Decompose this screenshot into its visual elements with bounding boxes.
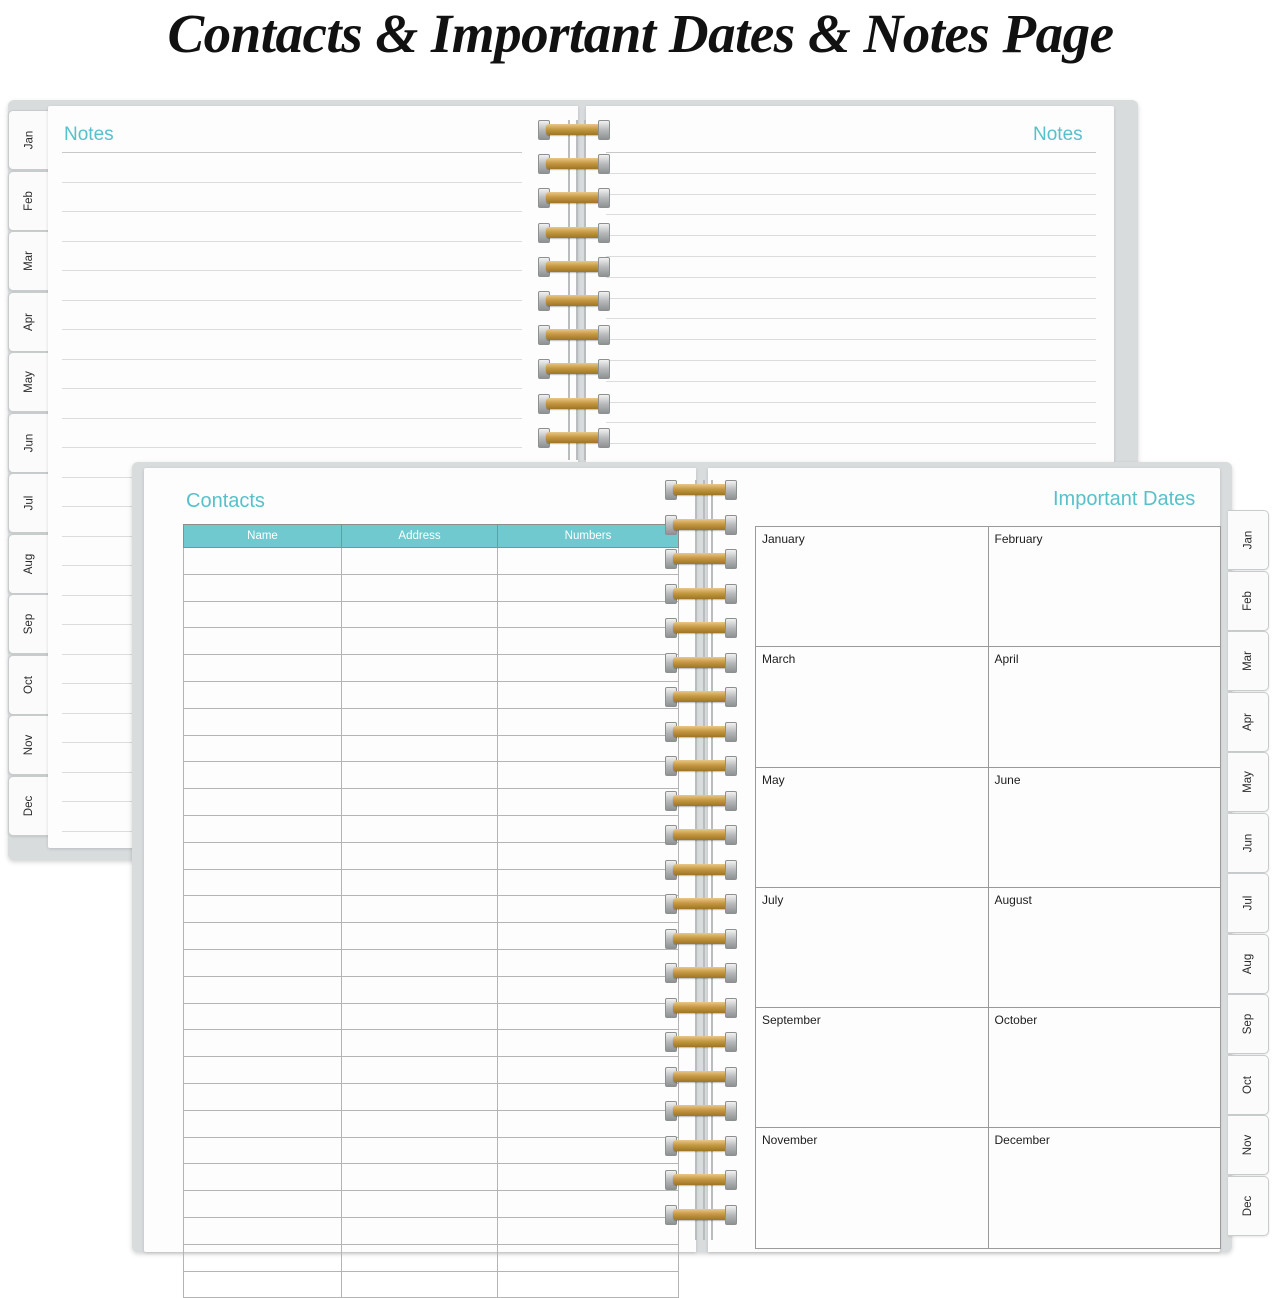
table-cell[interactable]	[498, 789, 679, 816]
spiral-coil	[665, 1101, 737, 1121]
table-cell[interactable]	[498, 601, 679, 628]
table-row[interactable]	[184, 735, 679, 762]
table-cell[interactable]	[184, 548, 342, 575]
table-cell[interactable]	[498, 1164, 679, 1191]
table-cell[interactable]	[342, 949, 498, 976]
table-row[interactable]	[184, 1083, 679, 1110]
spiral-coil	[538, 394, 610, 414]
spiral-coil	[665, 722, 737, 742]
table-row[interactable]	[184, 976, 679, 1003]
table-cell[interactable]	[184, 1137, 342, 1164]
table-cell[interactable]	[184, 1083, 342, 1110]
table-cell[interactable]	[342, 1164, 498, 1191]
month-tab-jun[interactable]	[1228, 813, 1269, 873]
rule-line	[606, 277, 1096, 278]
table-cell[interactable]	[184, 601, 342, 628]
important-dates-month-label: August	[994, 892, 1032, 907]
important-dates-month-label: January	[762, 532, 805, 546]
table-row[interactable]	[184, 789, 679, 816]
table-cell[interactable]	[498, 869, 679, 896]
table-cell[interactable]	[498, 842, 679, 869]
month-tab-label: Sep	[1242, 1013, 1254, 1035]
table-cell[interactable]	[342, 1003, 498, 1030]
important-dates-month-label: November	[762, 1133, 818, 1148]
month-tab-sep[interactable]	[8, 594, 49, 654]
rule-line	[606, 381, 1096, 382]
spiral-coil	[665, 998, 737, 1018]
table-row[interactable]	[184, 1030, 679, 1057]
rule-line	[62, 211, 522, 212]
table-cell[interactable]	[498, 681, 679, 708]
month-tab-apr[interactable]	[8, 292, 49, 352]
spiral-coil	[665, 791, 737, 811]
table-cell[interactable]	[184, 681, 342, 708]
table-row[interactable]	[184, 896, 679, 923]
month-tab-sep[interactable]	[1228, 994, 1269, 1054]
month-tab-jan[interactable]	[8, 110, 49, 170]
table-cell[interactable]	[498, 1191, 679, 1218]
table-cell[interactable]	[342, 923, 498, 950]
month-tab-apr[interactable]	[1228, 692, 1269, 752]
month-tab-label: Apr	[23, 312, 35, 331]
table-row[interactable]	[184, 601, 679, 628]
important-dates-month-label: June	[994, 772, 1021, 787]
table-row[interactable]	[184, 655, 679, 682]
important-dates-cell-june[interactable]	[989, 768, 1222, 888]
contacts-table	[183, 524, 679, 1298]
month-tab-may[interactable]	[1228, 752, 1269, 812]
spiral-coil	[665, 515, 737, 535]
spiral-coil	[665, 618, 737, 638]
month-tab-feb[interactable]	[1228, 571, 1269, 631]
table-cell[interactable]	[184, 655, 342, 682]
table-cell[interactable]	[184, 815, 342, 842]
table-cell[interactable]	[342, 628, 498, 655]
table-cell[interactable]	[184, 574, 342, 601]
spiral-coil	[665, 1136, 737, 1156]
important-dates-cell-november[interactable]	[756, 1128, 989, 1248]
spiral-coil	[665, 860, 737, 880]
spiral-coil	[665, 687, 737, 707]
table-cell[interactable]	[498, 1083, 679, 1110]
month-tab-label: Dec	[22, 795, 35, 816]
month-tab-jul[interactable]	[1228, 873, 1269, 933]
month-tab-label: Nov	[1241, 1134, 1254, 1156]
table-row[interactable]	[184, 815, 679, 842]
important-dates-month-label: October	[994, 1013, 1038, 1028]
spiral-coil	[665, 549, 737, 569]
month-tab-label: Feb	[22, 190, 35, 211]
spiral-coil	[538, 154, 610, 174]
table-cell[interactable]	[342, 1110, 498, 1137]
spiral-coil	[665, 894, 737, 914]
table-cell[interactable]	[498, 1030, 679, 1057]
table-cell[interactable]	[498, 628, 679, 655]
table-cell[interactable]	[184, 1110, 342, 1137]
table-row[interactable]	[184, 1191, 679, 1218]
table-cell[interactable]	[342, 1030, 498, 1057]
notes-right-heading: Notes	[1033, 124, 1083, 145]
rule-line	[62, 447, 522, 448]
column-header-address: Address	[342, 525, 498, 548]
table-cell[interactable]	[184, 842, 342, 869]
contacts-table-header-row	[184, 525, 679, 548]
table-cell[interactable]	[184, 735, 342, 762]
table-cell[interactable]	[498, 762, 679, 789]
column-header-name: Name	[184, 525, 342, 548]
important-dates-month-label: December	[994, 1133, 1050, 1148]
rule-line	[606, 194, 1096, 195]
important-dates-cell-march[interactable]	[756, 647, 989, 767]
table-row[interactable]	[184, 762, 679, 789]
table-row[interactable]	[184, 628, 679, 655]
rule-line	[62, 359, 522, 360]
important-dates-cell-january[interactable]	[756, 527, 989, 647]
table-cell[interactable]	[342, 601, 498, 628]
rule-line	[62, 329, 522, 330]
important-dates-cell-april[interactable]	[989, 647, 1222, 767]
month-tab-label: Jun	[22, 433, 35, 452]
month-tab-label: Mar	[1242, 651, 1254, 671]
month-tab-aug[interactable]	[8, 534, 49, 594]
table-cell[interactable]	[498, 1217, 679, 1244]
table-cell[interactable]	[498, 1271, 679, 1298]
table-cell[interactable]	[342, 655, 498, 682]
spiral-coil	[665, 480, 737, 500]
table-cell[interactable]	[184, 1271, 342, 1298]
table-cell[interactable]	[342, 1137, 498, 1164]
spiral-coil	[538, 257, 610, 277]
month-tab-oct[interactable]	[8, 655, 49, 715]
table-row[interactable]	[184, 1217, 679, 1244]
table-row[interactable]	[184, 1137, 679, 1164]
spiral-coil	[538, 223, 610, 243]
contacts-spiral-binding	[665, 480, 741, 1240]
table-row[interactable]	[184, 1057, 679, 1084]
rule-line	[606, 443, 1096, 444]
month-tab-label: Oct	[1241, 1075, 1254, 1094]
month-tab-label: Jun	[1241, 833, 1254, 852]
month-tab-jul[interactable]	[8, 473, 49, 533]
table-cell[interactable]	[342, 708, 498, 735]
spiral-coil	[538, 428, 610, 448]
notes-left-heading: Notes	[64, 124, 114, 145]
page-title: Contacts & Important Dates & Notes Page	[167, 3, 1114, 64]
spiral-coil	[665, 1032, 737, 1052]
table-cell[interactable]	[184, 1191, 342, 1218]
important-dates-month-label: March	[762, 652, 796, 667]
month-tab-label: Nov	[22, 734, 35, 756]
month-tab-label: Aug	[23, 553, 35, 574]
table-cell[interactable]	[342, 735, 498, 762]
table-cell[interactable]	[342, 1083, 498, 1110]
month-tab-nov[interactable]	[1228, 1115, 1269, 1175]
table-cell[interactable]	[498, 1057, 679, 1084]
table-cell[interactable]	[184, 896, 342, 923]
table-cell[interactable]	[342, 815, 498, 842]
spiral-coil	[538, 120, 610, 140]
important-dates-month-label: May	[762, 772, 785, 787]
important-dates-month-label: February	[994, 532, 1043, 546]
month-tab-jan[interactable]	[1228, 510, 1269, 570]
rule-line	[62, 418, 522, 419]
table-cell[interactable]	[184, 1057, 342, 1084]
rule-line	[606, 214, 1096, 215]
table-cell[interactable]	[184, 869, 342, 896]
table-cell[interactable]	[184, 1164, 342, 1191]
table-row[interactable]	[184, 1110, 679, 1137]
table-row[interactable]	[184, 681, 679, 708]
spiral-coil	[665, 1170, 737, 1190]
month-tab-label: Oct	[22, 675, 35, 694]
table-row[interactable]	[184, 708, 679, 735]
month-tab-label: Sep	[23, 613, 35, 635]
month-tab-label: Jul	[1241, 895, 1254, 911]
rule-line	[606, 318, 1096, 319]
rule-line	[606, 402, 1096, 403]
important-dates-heading: Important Dates	[1053, 488, 1196, 510]
spiral-coil	[665, 825, 737, 845]
table-row[interactable]	[184, 1164, 679, 1191]
table-cell[interactable]	[498, 923, 679, 950]
table-cell[interactable]	[498, 976, 679, 1003]
table-cell[interactable]	[342, 548, 498, 575]
table-cell[interactable]	[184, 976, 342, 1003]
table-cell[interactable]	[342, 681, 498, 708]
table-cell[interactable]	[342, 789, 498, 816]
spiral-coil	[665, 756, 737, 776]
table-cell[interactable]	[342, 574, 498, 601]
table-cell[interactable]	[184, 628, 342, 655]
spiral-coil	[665, 584, 737, 604]
important-dates-cell-august[interactable]	[989, 888, 1222, 1008]
table-cell[interactable]	[184, 1030, 342, 1057]
rule-line	[62, 300, 522, 301]
table-cell[interactable]	[342, 1271, 498, 1298]
table-row[interactable]	[184, 1003, 679, 1030]
rule-line	[606, 422, 1096, 423]
month-tab-dec[interactable]	[1228, 1176, 1269, 1236]
table-row[interactable]	[184, 842, 679, 869]
table-cell[interactable]	[498, 735, 679, 762]
month-tab-mar[interactable]	[1228, 631, 1269, 691]
rule-line	[606, 360, 1096, 361]
spiral-coil	[538, 359, 610, 379]
table-cell[interactable]	[498, 1137, 679, 1164]
table-cell[interactable]	[184, 1217, 342, 1244]
rule-line	[606, 173, 1096, 174]
table-cell[interactable]	[184, 708, 342, 735]
table-row[interactable]	[184, 869, 679, 896]
month-tab-label: Aug	[1242, 953, 1254, 974]
important-dates-cell-september[interactable]	[756, 1008, 989, 1128]
spiral-coil	[665, 963, 737, 983]
month-tab-label: Apr	[1242, 712, 1254, 731]
spiral-coil	[538, 325, 610, 345]
table-cell[interactable]	[184, 949, 342, 976]
table-cell[interactable]	[498, 708, 679, 735]
table-cell[interactable]	[342, 896, 498, 923]
table-cell[interactable]	[498, 1003, 679, 1030]
rule-line	[606, 152, 1096, 153]
month-tab-label: May	[1241, 771, 1254, 793]
month-tab-label: Feb	[1241, 590, 1254, 611]
rule-line	[62, 270, 522, 271]
rule-line	[606, 256, 1096, 257]
important-dates-grid	[755, 526, 1221, 1249]
table-cell[interactable]	[184, 762, 342, 789]
rule-line	[62, 241, 522, 242]
important-dates-cell-july[interactable]	[756, 888, 989, 1008]
month-tab-label: Jul	[22, 495, 35, 511]
column-header-numbers: Numbers	[498, 525, 679, 548]
table-cell[interactable]	[342, 869, 498, 896]
month-tab-label: Dec	[1241, 1195, 1254, 1216]
table-cell[interactable]	[342, 762, 498, 789]
table-cell[interactable]	[184, 923, 342, 950]
month-tab-feb[interactable]	[8, 171, 49, 231]
table-cell[interactable]	[342, 1057, 498, 1084]
rule-line	[606, 339, 1096, 340]
important-dates-cell-december[interactable]	[989, 1128, 1222, 1248]
month-tab-may[interactable]	[8, 352, 49, 412]
important-dates-cell-may[interactable]	[756, 768, 989, 888]
spiral-coil	[665, 1067, 737, 1087]
spiral-coil	[538, 188, 610, 208]
month-tab-oct[interactable]	[1228, 1055, 1269, 1115]
month-tab-strip-left	[8, 110, 50, 850]
month-tab-jun[interactable]	[8, 413, 49, 473]
table-cell[interactable]	[184, 789, 342, 816]
month-tab-dec[interactable]	[8, 776, 49, 836]
table-cell[interactable]	[498, 896, 679, 923]
important-dates-cell-october[interactable]	[989, 1008, 1222, 1128]
table-cell[interactable]	[342, 1217, 498, 1244]
rule-line	[62, 152, 522, 153]
important-dates-month-label: July	[762, 892, 784, 907]
table-row[interactable]	[184, 548, 679, 575]
table-cell[interactable]	[498, 655, 679, 682]
spiral-coil	[665, 1205, 737, 1225]
table-row[interactable]	[184, 923, 679, 950]
month-tab-label: Jan	[1241, 530, 1254, 550]
table-row[interactable]	[184, 949, 679, 976]
rule-line	[606, 235, 1096, 236]
table-cell[interactable]	[498, 574, 679, 601]
month-tab-label: Mar	[23, 251, 35, 271]
notes-spiral-binding	[538, 120, 614, 460]
rule-line	[606, 298, 1096, 299]
month-tab-mar[interactable]	[8, 231, 49, 291]
table-cell[interactable]	[498, 815, 679, 842]
important-dates-cell-february[interactable]	[989, 527, 1222, 647]
table-cell[interactable]	[498, 1110, 679, 1137]
important-dates-month-label: September	[762, 1013, 821, 1028]
rule-line	[62, 182, 522, 183]
spiral-coil	[665, 929, 737, 949]
contacts-heading: Contacts	[186, 490, 265, 512]
month-tab-strip-right	[1228, 510, 1268, 1245]
month-tab-nov[interactable]	[8, 715, 49, 775]
month-tab-aug[interactable]	[1228, 934, 1269, 994]
rule-line	[62, 388, 522, 389]
table-row[interactable]	[184, 574, 679, 601]
month-tab-label: Jan	[22, 130, 35, 150]
table-row[interactable]	[184, 1271, 679, 1298]
table-cell[interactable]	[342, 976, 498, 1003]
table-cell[interactable]	[342, 1191, 498, 1218]
important-dates-month-label: April	[994, 652, 1019, 667]
table-cell[interactable]	[498, 548, 679, 575]
table-cell[interactable]	[498, 949, 679, 976]
table-cell[interactable]	[342, 842, 498, 869]
month-tab-label: May	[22, 371, 35, 393]
spiral-coil	[665, 653, 737, 673]
spiral-coil	[538, 291, 610, 311]
table-cell[interactable]	[184, 1003, 342, 1030]
